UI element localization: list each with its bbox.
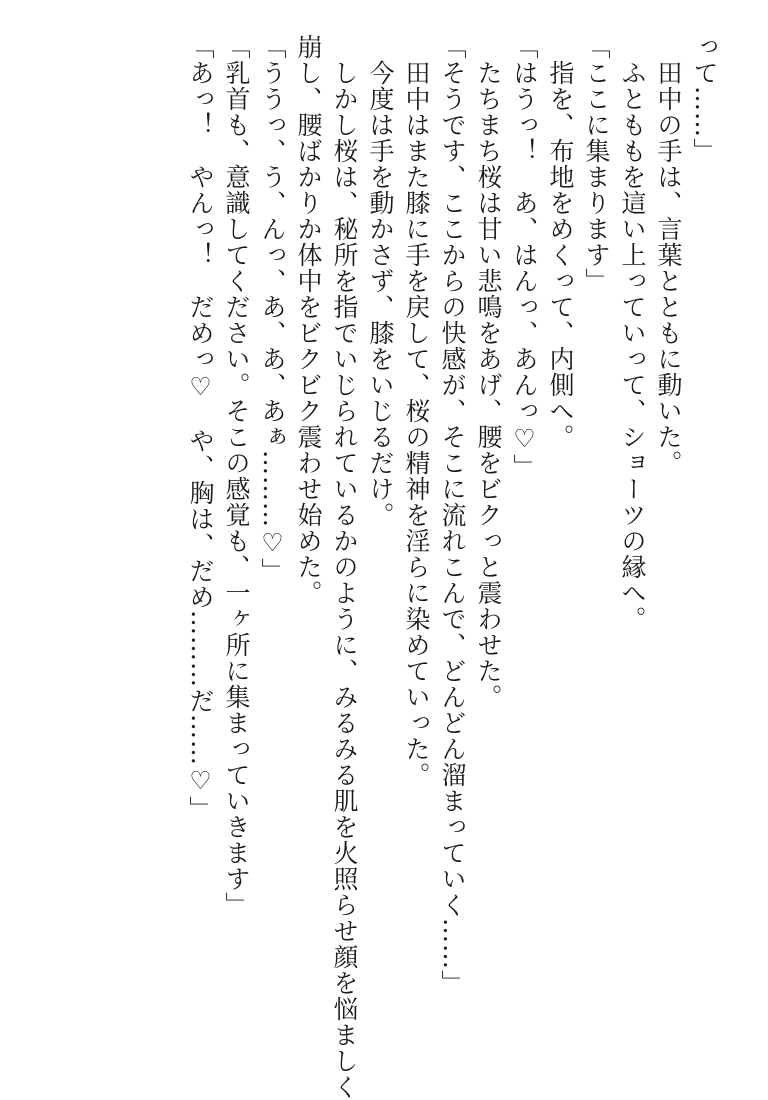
text-line: たちまち桜は甘い悲鳴をあげ、腰をビクっと震わせた。 <box>474 34 503 710</box>
text-line: 「ううっ、う、んっ、あ、あ、あぁ………♡」 <box>258 34 287 584</box>
text-line: 「乳首も、意識してください。そこの感覚も、一ヶ所に集まっていきます」 <box>222 34 251 918</box>
text-line: って……」 <box>690 34 719 164</box>
text-line: しかし桜は、秘所を指でいじられているかのように、みるみる肌を火照らせ顔を悩ましく <box>330 34 359 1100</box>
text-line: 田中はまた膝に手を戻して、桜の精神を淫らに染めていった。 <box>402 34 431 788</box>
text-line: 指を、布地をめくって、内側へ。 <box>546 34 575 450</box>
vertical-text-body <box>182 34 722 1100</box>
text-line: 「はうっ！ あ、はんっ、あんっ♡」 <box>510 34 539 480</box>
text-line: 田中の手は、言葉とともに動いた。 <box>654 34 683 476</box>
text-line: 今度は手を動かさず、膝をいじるだけ。 <box>366 34 395 528</box>
text-line: 「ここに集まります」 <box>582 34 611 294</box>
text-line: 「そうです、ここからの快感が、そこに流れこんで、どんどん溜まっていく……」 <box>438 34 467 996</box>
text-line: ふとももを這い上っていって、ショーツの縁へ。 <box>618 34 647 632</box>
text-line: 崩し、腰ばかりか体中をビクビク震わせ始めた。 <box>294 34 323 606</box>
text-line: 「あっ！ やんっ！ だめっ♡ や、胸は、だめ………だ……♡」 <box>186 34 215 822</box>
